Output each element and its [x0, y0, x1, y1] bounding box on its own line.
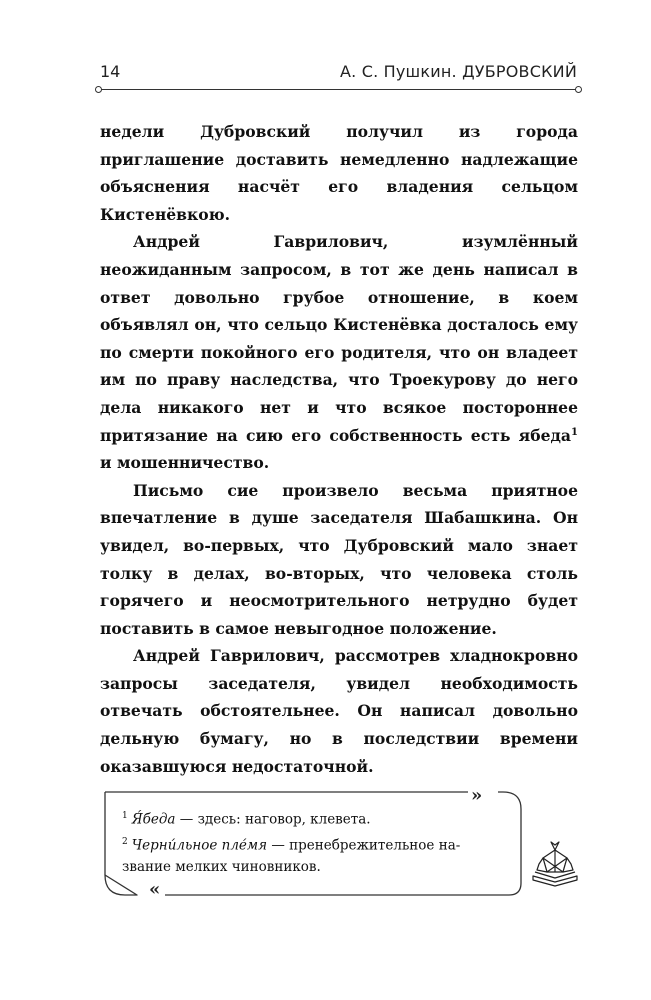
footnote-ref-1: 1	[571, 426, 578, 438]
quote-open-mark: »	[471, 785, 483, 806]
paragraph-2	[100, 228, 578, 476]
footnotes	[122, 805, 497, 878]
footnote-1-term: Я́беда	[131, 811, 176, 828]
footnote-1-definition: — здесь: наговор, клевета.	[175, 811, 371, 828]
footnote-1	[122, 805, 497, 831]
header-rule-dot-right	[575, 86, 582, 93]
paragraph-2-text: Андрей Гаврилович, изумлённый неожиданным запросом, в тот же день написал в ответ довольно грубое отношение, в коем объявлял он, что сельцо Кистенёвка досталось ему по смерти покойного его родителя, что он владеет им по праву наследства, что Троекурову до него дела никакого нет и что всякое постороннее притязание на сию его собственность есть ябеда	[100, 232, 578, 445]
paragraph-3: Письмо сие произвело весьма приятное впечатление в душе заседателя Шабашкина. Он увидел, во-первых, что Дубровский мало знает толку в делах, во-вторых, что человека столь горячего и неосмотрительного нетрудно будет поставить в самое невыгодное положение.	[100, 480, 578, 638]
header-rule-dot-left	[95, 86, 102, 93]
paragraph-2-text-after: и мошенничество.	[100, 453, 270, 473]
footnote-2-term: Черни́льное пле́мя	[131, 837, 268, 853]
book-origami-icon	[529, 836, 581, 888]
main-text	[100, 118, 578, 780]
footnote-1-mark: 1	[122, 811, 128, 821]
running-title: А. С. Пушкин. ДУБРОВСКИЙ	[339, 62, 577, 81]
paragraph-4: Андрей Гаврилович, рассмотрев хладнокровно запросы заседателя, увидел необходимость отвечать обстоятельнее. Он написал довольно дельную бумагу, но в последствии времени оказавшуюся недостаточной.	[100, 646, 578, 776]
page-number: 14	[100, 62, 121, 81]
footnote-2-definition: — пренебрежительное название мелких чиновников.	[122, 837, 461, 875]
footnote-2	[122, 831, 497, 879]
footnote-2-mark: 2	[122, 836, 128, 847]
paragraph-1: недели Дубровский получил из города приглашение доставить немедленно надлежащие объяснения насчёт его владения сельцом Кистенёвкою.	[100, 122, 578, 224]
header-rule	[100, 89, 578, 90]
quote-close-mark: «	[149, 879, 161, 900]
